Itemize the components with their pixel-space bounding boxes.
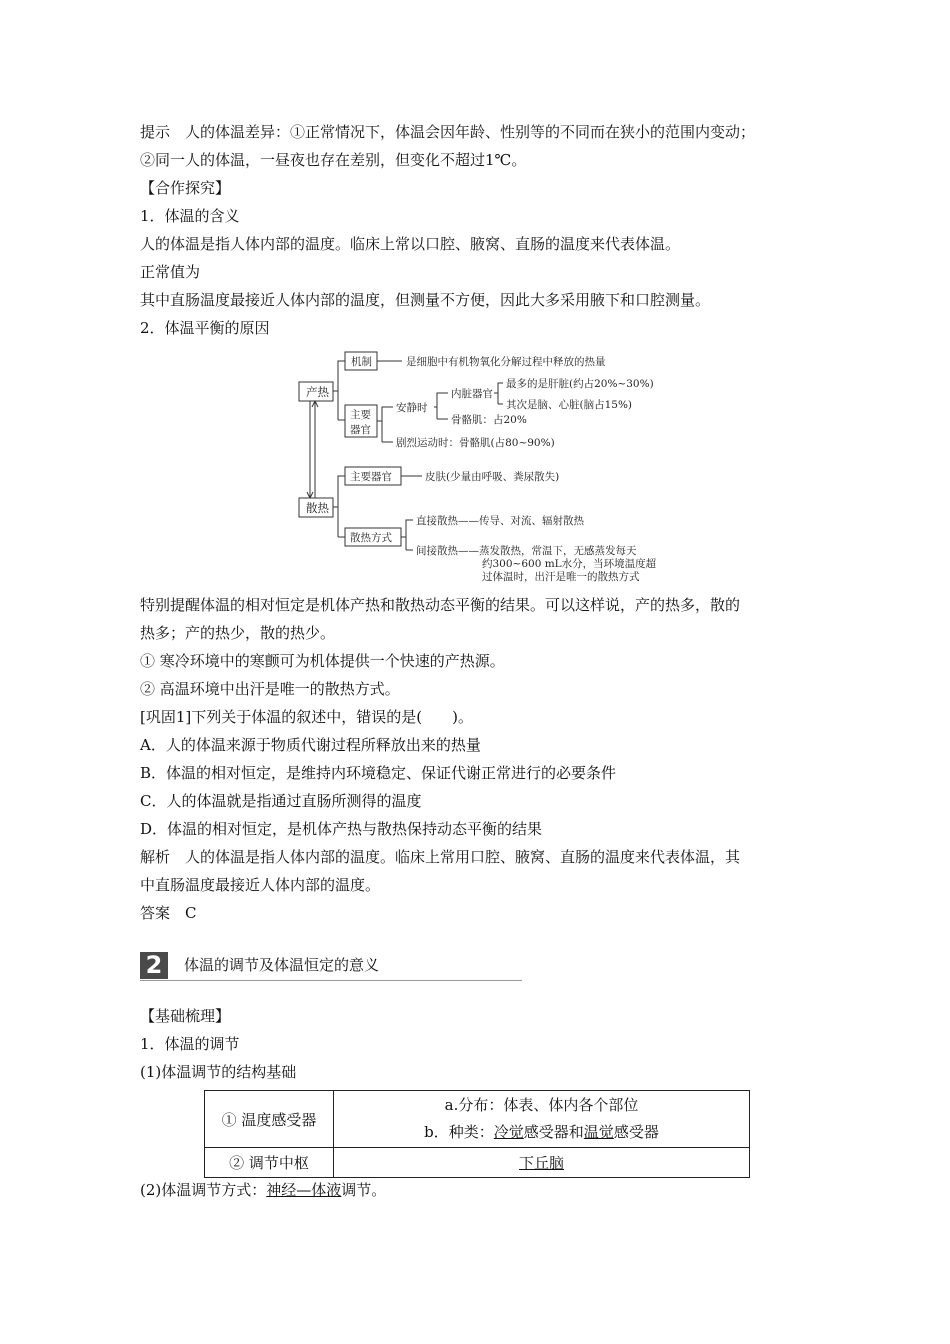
- hypothalamus: 下丘脑: [518, 1154, 564, 1172]
- receptor-label: ① 温度感受器: [205, 1091, 334, 1148]
- rectal-temp-note: 其中直肠温度最接近人体内部的温度，但测量不方便，因此大多采用腋下和口腔测量。: [140, 291, 711, 309]
- tip-line-1: 特别提醒体温的相对恒定是机体产热和散热动态平衡的结果。可以这样说，产的热多，散的: [140, 596, 741, 614]
- cold-receptor: 冷觉: [493, 1123, 524, 1141]
- table-row: [205, 1148, 750, 1178]
- node-heat-loss-organ: 主要器官: [350, 471, 392, 483]
- neuro-humoral: 神经—体液: [266, 1181, 342, 1199]
- node-chanre: 产热: [306, 385, 329, 399]
- skeletal-muscle-rest: 骨骼肌：占20%: [451, 414, 527, 426]
- heading-temp-regulation: 1．体温的调节: [140, 1035, 240, 1053]
- receptor-distribution: a.分布：体表、体内各个部位: [444, 1096, 639, 1114]
- receptor-details: [334, 1091, 750, 1148]
- indirect-heat-loss-3: 过体温时，出汗是唯一的散热方式: [482, 571, 640, 583]
- table-row: [205, 1091, 750, 1148]
- section-divider: [140, 980, 522, 981]
- node-main-organ-1: 主要: [350, 409, 371, 421]
- regulation-mode: (2)体温调节方式：神经—体液调节。: [140, 1181, 387, 1199]
- liver-note: 最多的是肝脏(约占20%~30%): [506, 378, 654, 390]
- heading-basic: 【基础梳理】: [140, 1007, 231, 1025]
- heading-coop: 【合作探究】: [140, 179, 231, 197]
- regulation-structure-table: [204, 1090, 750, 1178]
- section-2-header: [140, 952, 522, 982]
- question-stem: [巩固1]下列关于体温的叙述中，错误的是( )。: [140, 708, 473, 726]
- hint-line-1: 提示 人的体温差异：①正常情况下，体温会因年龄、性别等的不同而在狭小的范围内变动；: [140, 123, 756, 141]
- indirect-heat-loss-2: 约300~600 mL水分，当环境温度超: [482, 558, 657, 570]
- section-title: 体温的调节及体温恒定的意义: [184, 956, 380, 974]
- skin-note: 皮肤(少量由呼吸、粪尿散失): [425, 471, 560, 483]
- option-a: A．人的体温来源于物质代谢过程所释放出来的热量: [140, 736, 481, 754]
- answer: 答案 C: [140, 904, 197, 922]
- indirect-heat-loss-1: 间接散热——蒸发散热，常温下，无感蒸发每天: [416, 545, 637, 557]
- warm-receptor: 温觉: [583, 1123, 614, 1141]
- normal-value-label: 正常值为: [140, 263, 201, 281]
- jizhi-desc: 是细胞中有机物氧化分解过程中释放的热量: [406, 356, 606, 368]
- analysis-line-2: 中直肠温度最接近人体内部的温度。: [140, 876, 381, 894]
- body-temp-definition: 人的体温是指人体内部的温度。临床上常以口腔、腋窝、直肠的温度来代表体温。: [140, 235, 681, 253]
- tip-line-2: 热多；产的热少，散的热少。: [140, 624, 336, 642]
- direct-heat-loss: 直接散热——传导、对流、辐射散热: [416, 515, 584, 527]
- option-d: D．体温的相对恒定，是机体产热与散热保持动态平衡的结果: [140, 820, 543, 838]
- option-b: B．体温的相对恒定，是维持内环境稳定、保证代谢正常进行的必要条件: [140, 764, 617, 782]
- node-jizhi: 机制: [351, 356, 372, 368]
- hint-line-2: ②同一人的体温，一昼夜也存在差别，但变化不超过1℃。: [140, 151, 527, 169]
- center-value: [334, 1148, 750, 1178]
- node-heat-loss-mode: 散热方式: [350, 532, 392, 544]
- heading-body-temp-meaning: 1．体温的含义: [140, 207, 240, 225]
- section-number: 2: [140, 952, 168, 979]
- heading-structure-basis: (1)体温调节的结构基础: [140, 1063, 297, 1081]
- analysis-line-1: 解析 人的体温是指人体内部的温度。临床上常用口腔、腋窝、直肠的温度来代表体温，其: [140, 848, 741, 866]
- receptor-types: b．种类：冷觉感受器和温觉感受器: [424, 1123, 659, 1141]
- heat-balance-diagram: [298, 345, 678, 590]
- node-sanre: 散热: [306, 501, 329, 515]
- tip-line-3: ① 寒冷环境中的寒颤可为机体提供一个快速的产热源。: [140, 652, 505, 670]
- tip-line-4: ② 高温环境中出汗是唯一的散热方式。: [140, 680, 400, 698]
- heading-temp-balance: 2．体温平衡的原因: [140, 319, 270, 337]
- option-c: C．人的体温就是指通过直肠所测得的温度: [140, 792, 422, 810]
- node-main-organ-2: 器官: [350, 424, 371, 436]
- brain-heart-note: 其次是脑、心脏(脑占15%): [506, 399, 633, 411]
- exercise-note: 剧烈运动时：骨骼肌(占80~90%): [396, 437, 555, 449]
- visceral-organs-label: 内脏器官: [451, 388, 493, 400]
- center-label: ② 调节中枢: [205, 1148, 334, 1178]
- at-rest-label: 安静时: [396, 402, 428, 414]
